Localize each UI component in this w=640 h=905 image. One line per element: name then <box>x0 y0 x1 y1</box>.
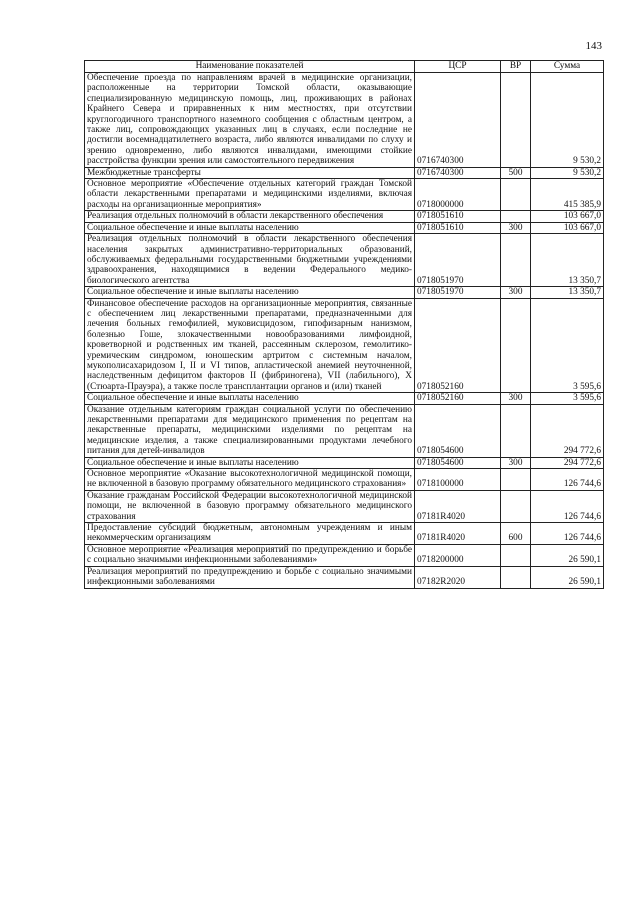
row-csr-cell: 0718052160 <box>415 298 501 393</box>
row-name-cell: Обеспечение проезда по направлениям врачей в медицинские организации, расположенные на территории Томской области, оказывающие специализированную медицинскую помощь, лиц, проживающих в районах Крайнего Севера и приравненных к ним местностях, при отсутствии круглогодичного транспортного наземного сообщения с областным центром, а также лиц, сопровождающих указанных лиц в случаях, если последние не достигли восемнадцатилетнего возраста, либо являются инвалидами по слуху и зрению одновременно, либо являются инвалидами, имеющими стойкие расстройства функции зрения или самостоятельного передвижения <box>85 73 415 168</box>
table-row <box>85 566 604 588</box>
row-sum-cell: 126 744,6 <box>531 490 604 522</box>
row-name-cell: Финансовое обеспечение расходов на организационные мероприятия, связанные с обеспечением лиц лекарственными препаратами, предназначенными для лечения больных гемофилией, муковисцидозом, гипофизарным нанизмом, болезнью Гоше, злокачественными новообразованиями лимфоидной, кроветворной и родственных им тканей, рассеянным склерозом, гемолитико-уремическим синдромом, юношеским артритом с системным началом, мукополисахаридозом I, II и VI типов, апластической анемией неуточненной, наследственным дефицитом факторов II (фибриногена), VII (лабильного), X (Стюарта-Прауэра), а также после трансплантации органов и (или) тканей <box>85 298 415 393</box>
row-csr-cell: 07182R2020 <box>415 566 501 588</box>
table-row <box>85 73 604 168</box>
row-sum-cell: 415 385,9 <box>531 179 604 211</box>
table-row <box>85 490 604 522</box>
page-number: 143 <box>585 40 602 52</box>
header-sum: Сумма <box>531 61 604 73</box>
table-row <box>85 393 604 404</box>
row-sum-cell: 3 595,6 <box>531 393 604 404</box>
row-csr-cell: 07181R4020 <box>415 490 501 522</box>
row-csr-cell: 0716740300 <box>415 167 501 178</box>
row-csr-cell: 0718000000 <box>415 179 501 211</box>
row-csr-cell: 0718100000 <box>415 469 501 491</box>
row-sum-cell: 3 595,6 <box>531 298 604 393</box>
row-name-cell: Оказание отдельным категориям граждан социальной услуги по обеспечению лекарственными препаратами для медицинского применения по рецептам на лекарственные препараты, медицинскими изделиями по рецептам на медицинские изделия, а также специализированными продуктами лечебного питания для детей-инвалидов <box>85 404 415 457</box>
row-vr-cell: 600 <box>501 523 531 545</box>
row-csr-cell: 0718051610 <box>415 211 501 222</box>
row-vr-cell: 300 <box>501 457 531 468</box>
row-vr-cell: 300 <box>501 287 531 298</box>
table-row <box>85 179 604 211</box>
row-vr-cell <box>501 469 531 491</box>
row-name-cell: Основное мероприятие «Оказание высокотехнологичной медицинской помощи, не включенной в базовую программу обязательного медицинского страхования» <box>85 469 415 491</box>
row-name-cell: Межбюджетные трансферты <box>85 167 415 178</box>
row-vr-cell: 300 <box>501 222 531 233</box>
row-vr-cell: 500 <box>501 167 531 178</box>
row-csr-cell: 0718054600 <box>415 457 501 468</box>
row-vr-cell <box>501 298 531 393</box>
row-csr-cell: 0718054600 <box>415 404 501 457</box>
table-row <box>85 287 604 298</box>
header-name: Наименование показателей <box>85 61 415 73</box>
row-name-cell: Оказание гражданам Российской Федерации высокотехнологичной медицинской помощи, не включенной в базовую программу обязательного медицинского страхования <box>85 490 415 522</box>
row-sum-cell: 294 772,6 <box>531 404 604 457</box>
row-name-cell: Предоставление субсидий бюджетным, автономным учреждениям и иным некоммерческим организациям <box>85 523 415 545</box>
row-name-cell: Социальное обеспечение и иные выплаты населению <box>85 222 415 233</box>
row-vr-cell <box>501 404 531 457</box>
row-sum-cell: 126 744,6 <box>531 523 604 545</box>
row-sum-cell: 26 590,1 <box>531 566 604 588</box>
table-row <box>85 211 604 222</box>
row-sum-cell: 9 530,2 <box>531 73 604 168</box>
row-csr-cell: 0718051970 <box>415 234 501 287</box>
row-sum-cell: 294 772,6 <box>531 457 604 468</box>
table-row <box>85 469 604 491</box>
row-vr-cell <box>501 73 531 168</box>
row-vr-cell <box>501 544 531 566</box>
row-csr-cell: 07181R4020 <box>415 523 501 545</box>
header-csr: ЦСР <box>415 61 501 73</box>
row-vr-cell <box>501 566 531 588</box>
row-csr-cell: 0718051970 <box>415 287 501 298</box>
table-row <box>85 457 604 468</box>
row-name-cell: Основное мероприятие «Обеспечение отдельных категорий граждан Томской области лекарственными препаратами и медицинскими изделиями, включая расходы на организационные мероприятия» <box>85 179 415 211</box>
row-csr-cell: 0718052160 <box>415 393 501 404</box>
row-vr-cell <box>501 490 531 522</box>
row-name-cell: Социальное обеспечение и иные выплаты населению <box>85 457 415 468</box>
row-sum-cell: 103 667,0 <box>531 211 604 222</box>
row-sum-cell: 13 350,7 <box>531 287 604 298</box>
row-sum-cell: 13 350,7 <box>531 234 604 287</box>
table-row <box>85 167 604 178</box>
table-row <box>85 298 604 393</box>
row-vr-cell <box>501 211 531 222</box>
row-csr-cell: 0718200000 <box>415 544 501 566</box>
row-name-cell: Социальное обеспечение и иные выплаты населению <box>85 287 415 298</box>
table-row <box>85 523 604 545</box>
row-vr-cell <box>501 179 531 211</box>
row-name-cell: Реализация отдельных полномочий в области лекарственного обеспечения населения закрытых административно-территориальных образований, обслуживаемых федеральными государственными бюджетными учреждениями здравоохранения, находящимися в ведении Федерального медико-биологического агентства <box>85 234 415 287</box>
table-body <box>85 73 604 589</box>
row-name-cell: Социальное обеспечение и иные выплаты населению <box>85 393 415 404</box>
row-name-cell: Реализация отдельных полномочий в области лекарственного обеспечения <box>85 211 415 222</box>
table-row <box>85 222 604 233</box>
table-row <box>85 234 604 287</box>
row-sum-cell: 103 667,0 <box>531 222 604 233</box>
budget-table <box>84 60 604 589</box>
row-sum-cell: 26 590,1 <box>531 544 604 566</box>
row-name-cell: Основное мероприятие «Реализация мероприятий по предупреждению и борьбе с социально значимыми инфекционными заболеваниями» <box>85 544 415 566</box>
row-sum-cell: 9 530,2 <box>531 167 604 178</box>
table-header-row <box>85 61 604 73</box>
row-csr-cell: 0718051610 <box>415 222 501 233</box>
table-row <box>85 544 604 566</box>
row-name-cell: Реализация мероприятий по предупреждению и борьбе с социально значимыми инфекционными заболеваниями <box>85 566 415 588</box>
table-row <box>85 404 604 457</box>
header-vr: ВР <box>501 61 531 73</box>
row-vr-cell <box>501 234 531 287</box>
row-sum-cell: 126 744,6 <box>531 469 604 491</box>
row-csr-cell: 0716740300 <box>415 73 501 168</box>
row-vr-cell: 300 <box>501 393 531 404</box>
